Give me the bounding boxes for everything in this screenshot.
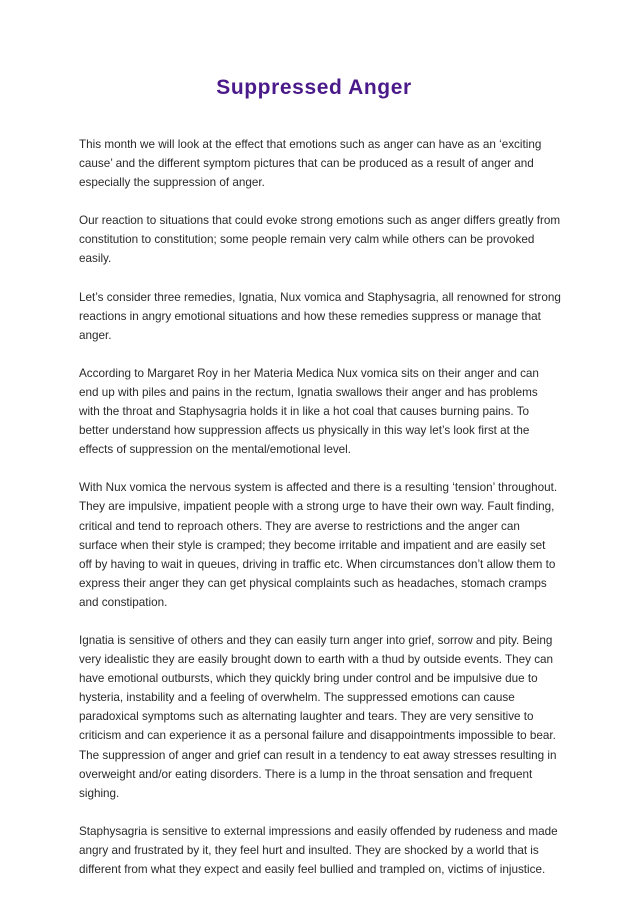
paragraph-ignatia: Ignatia is sensitive of others and they can easily turn anger into grief, sorrow and pity. Being very idealistic they are easily brought down to earth with a thud by outside events. They can have emotional outbursts, which they quickly bring under control and be impulsive due to hysteria, instability and a feeling of overwhelm. The suppressed emotions can cause paradoxical symptoms such as alternating laughter and tears. They are very sensitive to criticism and can experience it as a personal failure and disappointments impossible to bear. The suppression of anger and grief can result in a tendency to eat away stresses resulting in overweight and/or eating disorders. There is a lump in the throat sensation and frequent sighing.: [79, 633, 557, 800]
paragraph-three-remedies: Let’s consider three remedies, Ignatia, Nux vomica and Staphysagria, all renowned for strong reactions in angry emotional situations and how these remedies suppress or manage that anger.: [79, 290, 561, 342]
paragraph-margaret-roy: According to Margaret Roy in her Materia Medica Nux vomica sits on their anger and can end up with piles and pains in the rectum, Ignatia swallows their anger and has problems with the throat and Staphysagria holds it in like a hot coal that causes burning pains. To better understand how suppression affects us physically in this way let’s look first at the effects of suppression on the mental/emotional level.: [79, 366, 539, 457]
document-title: Suppressed Anger: [216, 76, 412, 99]
paragraph-reactions: Our reaction to situations that could evoke strong emotions such as anger differs greatly from constitution to constitution; some people remain very calm while others can be provoked easily.: [79, 214, 561, 266]
paragraph-staphysagria: Staphysagria is sensitive to external impressions and easily offended by rudeness and made angry and frustrated by it, they feel hurt and insulted. They are shocked by a world that is different from what they expect and easily feel bullied and trampled on, victims of injustice.: [79, 824, 558, 876]
paragraph-nux-vomica: With Nux vomica the nervous system is affected and there is a resulting ‘tension’ throughout. They are impulsive, impatient people with a strong urge to have their own way. Fault finding, critical and tend to reproach others. They are averse to restrictions and the anger can surface when their style is cramped; they become irritable and impatient and are easily set off by having to wait in queues, driving in traffic etc. When circumstances don’t allow them to express their anger they can get physical complaints such as headaches, stomach cramps and constipation.: [79, 481, 558, 609]
document-body: [79, 135, 561, 898]
paragraph-intro: This month we will look at the effect that emotions such as anger can have as an ‘exciting cause’ and the different symptom pictures that can be produced as a result of anger and especially the suppression of anger.: [79, 138, 542, 190]
